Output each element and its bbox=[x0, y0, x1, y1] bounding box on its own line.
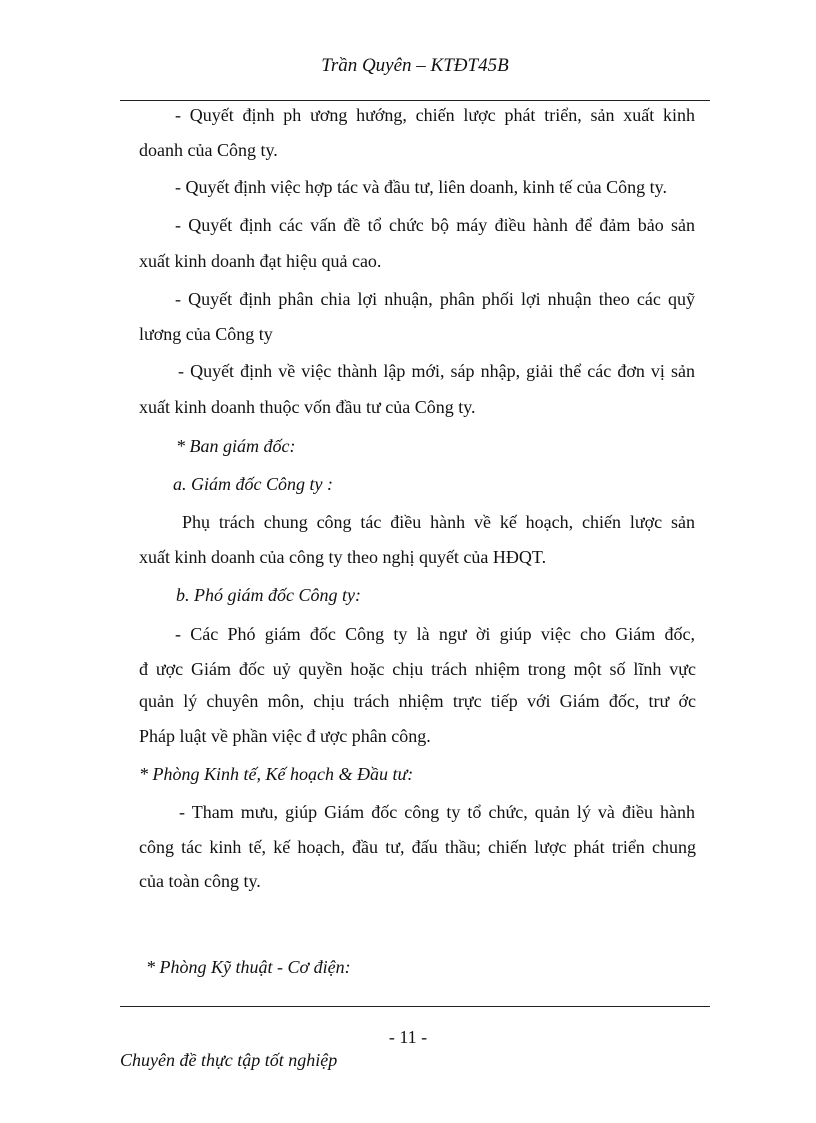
sub-heading: a. Giám đốc Công ty : bbox=[173, 474, 333, 494]
paragraph-line: - Quyết định ph ương hướng, chiến lược phát triển, sản xuất kinh bbox=[175, 105, 695, 125]
paragraph-line: của toàn công ty. bbox=[139, 871, 261, 891]
paragraph-line: - Quyết định phân chia lợi nhuận, phân phối lợi nhuận theo các quỹ bbox=[175, 289, 695, 309]
section-heading: * Ban giám đốc: bbox=[176, 436, 296, 456]
section-heading: * Phòng Kỹ thuật - Cơ điện: bbox=[146, 957, 351, 977]
paragraph-line: công tác kinh tế, kế hoạch, đầu tư, đấu thầu; chiến lược phát triển chung bbox=[139, 837, 696, 857]
paragraph-line: doanh của Công ty. bbox=[139, 140, 278, 160]
paragraph-line: xuất kinh doanh thuộc vốn đầu tư của Công ty. bbox=[139, 397, 476, 417]
paragraph-line: - Quyết định về việc thành lập mới, sáp nhập, giải thể các đơn vị sản bbox=[178, 361, 695, 381]
sub-heading: b. Phó giám đốc Công ty: bbox=[176, 585, 361, 605]
paragraph-line: - Các Phó giám đốc Công ty là ngư ời giúp việc cho Giám đốc, bbox=[175, 624, 695, 644]
running-header: Trần Quyên – KTĐT45B bbox=[321, 55, 509, 76]
header-rule bbox=[120, 100, 710, 101]
running-footer: Chuyên đề thực tập tốt nghiệp bbox=[120, 1050, 338, 1070]
paragraph-line: xuất kinh doanh đạt hiệu quả cao. bbox=[139, 251, 382, 271]
paragraph-line: - Tham mưu, giúp Giám đốc công ty tổ chức, quản lý và điều hành bbox=[179, 802, 695, 822]
paragraph-line: Pháp luật về phần việc đ ược phân công. bbox=[139, 726, 431, 746]
page-number: - 11 - bbox=[388, 1027, 428, 1047]
paragraph-line: quản lý chuyên môn, chịu trách nhiệm trực tiếp với Giám đốc, trư ớc bbox=[139, 691, 696, 711]
paragraph-line: xuất kinh doanh của công ty theo nghị quyết của HĐQT. bbox=[139, 547, 547, 567]
paragraph-line: Phụ trách chung công tác điều hành về kế hoạch, chiến lược sản bbox=[182, 512, 695, 532]
footer-rule bbox=[120, 1006, 710, 1007]
paragraph-line: - Quyết định việc hợp tác và đầu tư, liên doanh, kinh tế của Công ty. bbox=[175, 177, 667, 197]
paragraph-line: đ ược Giám đốc uỷ quyền hoặc chịu trách nhiệm trong một số lĩnh vực bbox=[139, 659, 696, 679]
paragraph-line: - Quyết định các vấn đề tổ chức bộ máy điều hành để đảm bảo sản bbox=[175, 215, 695, 235]
paragraph-line: lương của Công ty bbox=[139, 324, 273, 344]
section-heading: * Phòng Kinh tế, Kế hoạch & Đầu tư: bbox=[139, 764, 414, 784]
